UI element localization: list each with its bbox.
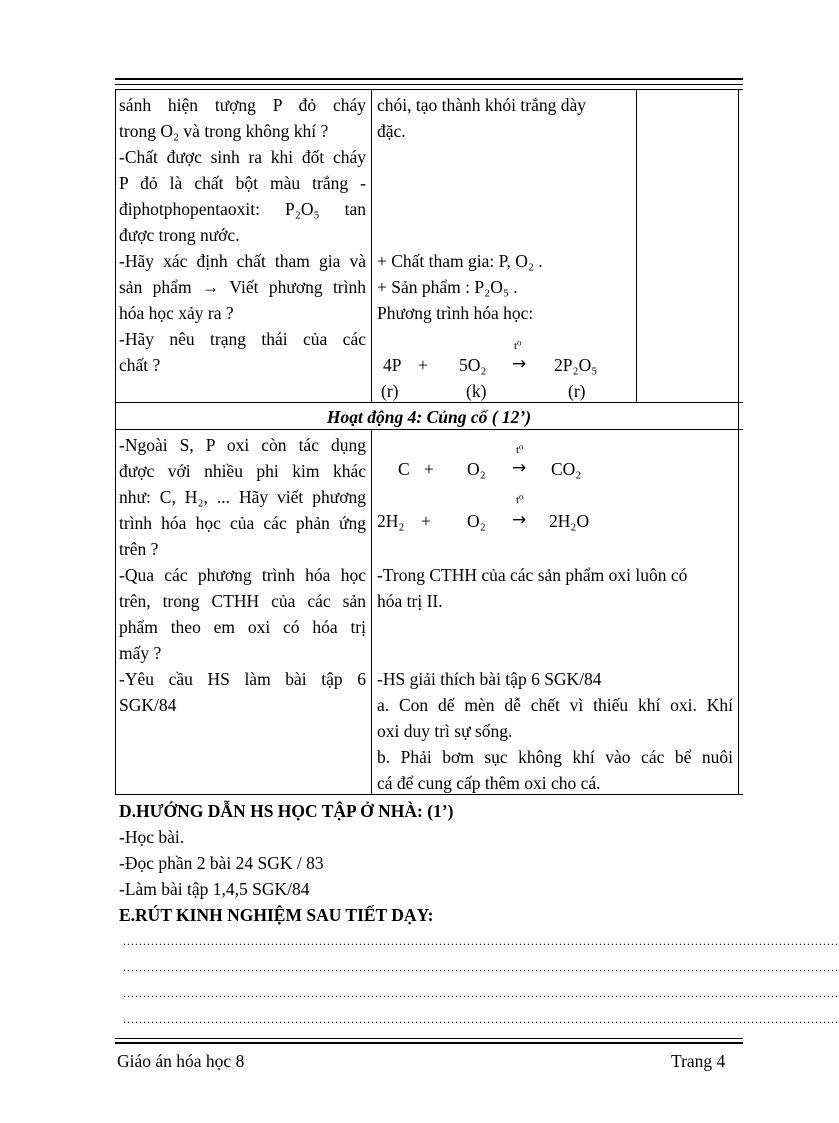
table-row-line: [115, 402, 743, 403]
top-rule: [115, 78, 743, 80]
reaction-condition: t⁰: [516, 494, 524, 506]
section-d-heading: [119, 798, 453, 824]
state-label: (r): [381, 381, 399, 401]
text-line: sánh hiện tượng P đỏ cháy: [119, 95, 366, 115]
section-d-title: D.HƯỚNG DẪN HS HỌC TẬP Ở NHÀ:: [119, 801, 423, 821]
equation-term: +: [418, 355, 428, 375]
reaction-condition: t⁰: [516, 444, 524, 456]
text-line: trình hóa học của các phản ứng: [119, 513, 366, 533]
section-d-time: (1’): [422, 801, 454, 821]
row3-right-line: hóa trị II.: [377, 591, 443, 611]
equation-term: C: [398, 459, 410, 479]
text-line: phẩm theo em oxi có hóa trị: [119, 617, 366, 637]
row1-right-line: + Sản phẩm : P₂O₅ .: [377, 277, 518, 297]
notes-line: ...................................................................................................................................................................................: [123, 1012, 839, 1026]
row1-right-line: Phương trình hóa học:: [377, 303, 534, 323]
text-line: mấy ?: [119, 643, 162, 663]
homework-item: -Học bài.: [119, 827, 185, 847]
text-line: -HS giải thích bài tập 6 SGK/84: [377, 669, 602, 689]
text-line: như: C, H₂, ... Hãy viết phương: [119, 487, 366, 507]
text-line: được với nhiều phi kim khác: [119, 461, 366, 481]
table-bottom-line: [115, 794, 743, 795]
row2-left-text: [119, 432, 366, 562]
equation-term: 5O₂: [459, 355, 487, 375]
footer-rule-thick: [115, 1042, 743, 1044]
text-line: trong O₂ và trong không khí ?: [119, 121, 329, 141]
state-label: (r): [568, 381, 586, 401]
notes-line: ...................................................................................................................................................................................: [123, 986, 839, 1000]
row4-right-text: [377, 666, 733, 796]
row4-left-text: [119, 666, 366, 718]
text-line: chất ?: [119, 355, 161, 375]
table-top-line: [115, 89, 743, 90]
equation-term: O₂: [467, 511, 486, 531]
section-title: Hoạt động 4: Củng cố ( 12’): [326, 407, 532, 427]
text-line: trên ?: [119, 539, 159, 559]
table-border-right: [738, 89, 739, 794]
notes-line: ...................................................................................................................................................................................: [123, 934, 839, 948]
text-line: SGK/84: [119, 695, 177, 715]
arrow-icon: →: [512, 458, 527, 478]
text-line: -Ngoài S, P oxi còn tác dụng: [119, 435, 366, 455]
section-e-title: E.RÚT KINH NGHIỆM SAU TIẾT DẠY:: [119, 905, 434, 925]
footer-left: Giáo án hóa học 8: [117, 1051, 245, 1071]
equation-term: 2H₂: [377, 511, 405, 531]
text-line: a. Con dế mèn dễ chết vì thiếu khí oxi. Khí: [377, 695, 733, 715]
footer-page-number: Trang 4: [671, 1051, 726, 1071]
row1-right-line: + Chất tham gia: P, O₂ .: [377, 251, 543, 271]
reaction-condition: t⁰: [514, 340, 522, 352]
text-line: sản phẩm → Viết phương trình: [119, 277, 366, 297]
arrow-icon: →: [512, 354, 527, 374]
equation-term: +: [421, 511, 431, 531]
homework-item: -Làm bài tập 1,4,5 SGK/84: [119, 879, 310, 899]
row3-right-line: -Trong CTHH của các sản phẩm oxi luôn có: [377, 565, 688, 585]
notes-line: ...................................................................................................................................................................................: [123, 960, 839, 974]
top-rule-thin: [115, 84, 743, 85]
text-line: trên, trong CTHH của các sản: [119, 591, 366, 611]
text-line: được trong nước.: [119, 225, 240, 245]
row1-right-line: đặc.: [377, 121, 406, 141]
equation-term: CO₂: [551, 459, 582, 479]
text-line: -Chất được sinh ra khi đốt cháy: [119, 147, 366, 167]
text-line: điphotphopentaoxit: P₂O₅ tan: [119, 199, 366, 219]
table-divider-3: [636, 89, 637, 402]
table-divider-2: [371, 429, 372, 794]
text-line: b. Phải bơm sục không khí vào các bể nuôi: [377, 747, 733, 767]
equation-term: O₂: [467, 459, 486, 479]
state-label: (k): [466, 381, 487, 401]
text-line: -Qua các phương trình hóa học: [119, 565, 366, 585]
table-divider: [371, 89, 372, 402]
table-border-left: [115, 89, 116, 794]
text-line: -Hãy nêu trạng thái của các: [119, 329, 366, 349]
equation-term: 4P: [383, 355, 402, 375]
text-line: hóa học xảy ra ?: [119, 303, 234, 323]
table-row-line: [115, 429, 743, 430]
row3-left-text: [119, 562, 366, 666]
equation-term: 2H₂O: [549, 511, 590, 531]
text-line: cá để cung cấp thêm oxi cho cá.: [377, 773, 601, 793]
homework-item: -Đọc phần 2 bài 24 SGK / 83: [119, 853, 324, 873]
section-e-heading: [119, 902, 433, 928]
text-line: P đỏ là chất bột màu trắng -: [119, 173, 366, 193]
text-line: -Yêu cầu HS làm bài tập 6: [119, 669, 366, 689]
text-line: -Hãy xác định chất tham gia và: [119, 251, 366, 271]
equation-term: +: [424, 459, 434, 479]
footer-rule: [115, 1038, 743, 1039]
equation-term: 2P₂O₅: [554, 355, 598, 375]
text-line: oxi duy trì sự sống.: [377, 721, 513, 741]
row1-left-text: [119, 92, 366, 378]
row1-right-line: chói, tạo thành khói trắng dày: [377, 95, 586, 115]
arrow-icon: →: [512, 510, 527, 530]
